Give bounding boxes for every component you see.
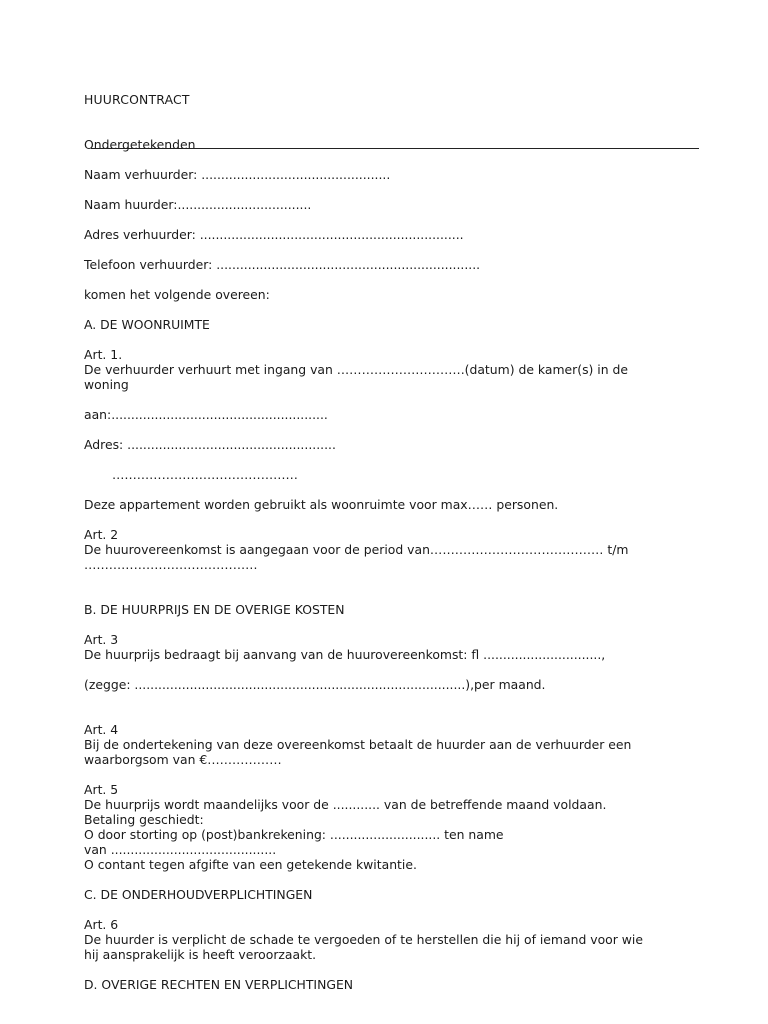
section-d-heading: D. OVERIGE RECHTEN EN VERPLICHTINGEN bbox=[84, 977, 354, 992]
art3-heading: Art. 3 bbox=[84, 632, 119, 647]
art5-line: van .......................................... bbox=[84, 842, 277, 857]
telefoon-verhuurder-line: Telefoon verhuurder: ................................................................... bbox=[84, 257, 481, 272]
adres-verhuurder-line: Adres verhuurder: ................................................................... bbox=[84, 227, 464, 242]
adres-continuation-line: ……………………………………… bbox=[112, 467, 298, 482]
naam-verhuurder-line: Naam verhuurder: ................................................ bbox=[84, 167, 391, 182]
document-title: HUURCONTRACT bbox=[84, 92, 190, 107]
naam-huurder-line: Naam huurder:.................................. bbox=[84, 197, 312, 212]
art5-line: Betaling geschiedt: bbox=[84, 812, 204, 827]
komen-overeen-line: komen het volgende overeen: bbox=[84, 287, 270, 302]
zegge-line: (zegge: ....................................................................................),per maand. bbox=[84, 677, 546, 692]
aan-line: aan:....................................................... bbox=[84, 407, 328, 422]
art3-line: De huurprijs bedraagt bij aanvang van de huurovereenkomst: fl .............................., bbox=[84, 647, 606, 662]
art2-heading: Art. 2 bbox=[84, 527, 119, 542]
art2-line: De huurovereenkomst is aangegaan voor de period van…………………………………… t/m bbox=[84, 542, 629, 557]
art4-line: Bij de ondertekening van deze overeenkomst betaalt de huurder aan de verhuurder een bbox=[84, 737, 632, 752]
ondergetekenden-underline bbox=[91, 148, 699, 149]
section-a-heading: A. DE WOONRUIMTE bbox=[84, 317, 210, 332]
art5-line: De huurprijs wordt maandelijks voor de ............ van de betreffende maand voldaan. bbox=[84, 797, 607, 812]
art6-line: De huurder is verplicht de schade te vergoeden of te herstellen die hij of iemand voor wie bbox=[84, 932, 643, 947]
art5-option-storting: O door storting op (post)bankrekening: ............................ ten name bbox=[84, 827, 504, 842]
section-c-heading: C. DE ONDERHOUDVERPLICHTINGEN bbox=[84, 887, 313, 902]
art1-line: woning bbox=[84, 377, 129, 392]
art4-heading: Art. 4 bbox=[84, 722, 119, 737]
art2-line: …………………………………… bbox=[84, 557, 258, 572]
art5-option-contant: O contant tegen afgifte van een getekende kwitantie. bbox=[84, 857, 417, 872]
ondergetekenden-label: Ondergetekenden bbox=[84, 137, 196, 152]
art6-line: hij aansprakelijk is heeft veroorzaakt. bbox=[84, 947, 317, 962]
art1-heading: Art. 1. bbox=[84, 347, 123, 362]
adres-line: Adres: ..................................................... bbox=[84, 437, 336, 452]
art1-line: De verhuurder verhuurt met ingang van ………………………….(datum) de kamer(s) in de bbox=[84, 362, 629, 377]
max-personen-line: Deze appartement worden gebruikt als woonruimte voor max…… personen. bbox=[84, 497, 559, 512]
section-b-heading: B. DE HUURPRIJS EN DE OVERIGE KOSTEN bbox=[84, 602, 345, 617]
art5-heading: Art. 5 bbox=[84, 782, 119, 797]
art6-heading: Art. 6 bbox=[84, 917, 119, 932]
art4-line: waarborgsom van €……………… bbox=[84, 752, 282, 767]
